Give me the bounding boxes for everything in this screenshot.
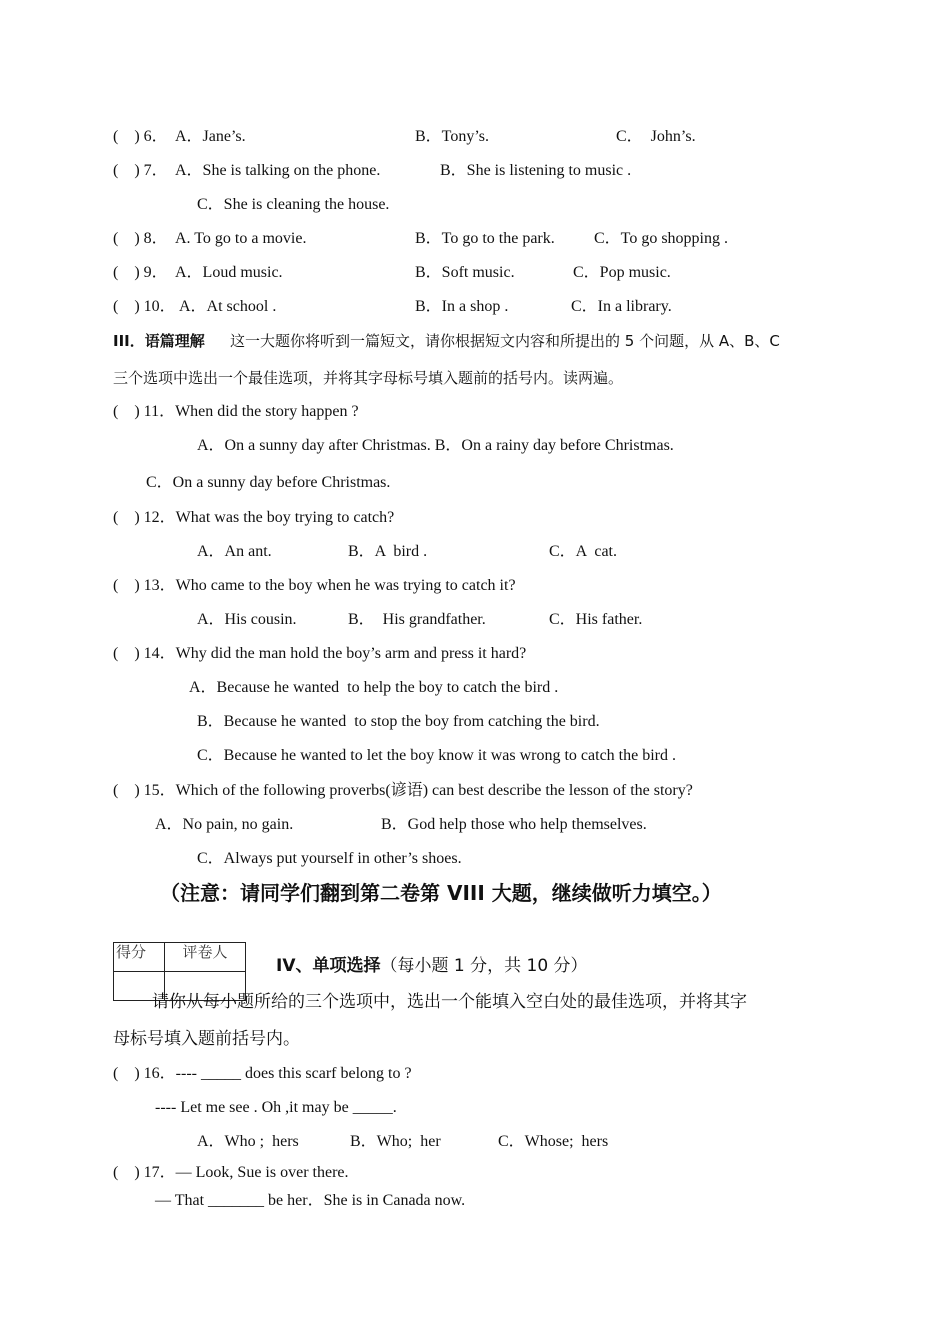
q12-option-a: A．An ant. bbox=[197, 543, 272, 560]
section3-title: III．语篇理解 bbox=[113, 332, 205, 350]
q9-option-b: B．Soft music. bbox=[415, 264, 515, 281]
section4-heading bbox=[276, 954, 588, 978]
q14-option-c: C．Because he wanted to let the boy know it was wrong to catch the bird . bbox=[197, 747, 676, 764]
listening-notice: （注意：请同学们翻到第二卷第 VIII 大题，继续做听力填空。） bbox=[160, 881, 722, 905]
section3-intro-line1: 这一大题你将听到一篇短文，请你根据短文内容和所提出的 5 个问题，从 A、B、C bbox=[230, 332, 780, 350]
score-label: 得分 bbox=[114, 943, 165, 972]
q7-option-b: B．She is listening to music . bbox=[440, 162, 632, 179]
q13-option-c: C．His father. bbox=[549, 611, 643, 628]
q15-option-a: A．No pain, no gain. bbox=[155, 816, 294, 833]
q14-stem: ( ) 14．Why did the man hold the boy’s arm and press it hard? bbox=[113, 645, 527, 662]
q8-option-a: A. To go to a movie. bbox=[175, 230, 307, 247]
q16-reply: ---- Let me see . Oh ,it may be _____. bbox=[155, 1099, 397, 1116]
q13-option-a: A．His cousin. bbox=[197, 611, 297, 628]
q10-option-a: A．At school . bbox=[179, 298, 277, 315]
q16-option-b: B．Who; her bbox=[350, 1133, 441, 1150]
q11-options-ab: A．On a sunny day after Christmas. B．On a rainy day before Christmas. bbox=[197, 437, 674, 454]
q15-option-b: B．God help those who help themselves. bbox=[381, 816, 647, 833]
section4-intro-line2: 母标号填入题前括号内。 bbox=[113, 1029, 300, 1049]
q6-option-c: C． John’s. bbox=[616, 128, 696, 145]
q7-prefix: ( ) 7． bbox=[113, 162, 168, 179]
q8-option-c: C．To go shopping . bbox=[594, 230, 729, 247]
q6-option-a: A．Jane’s. bbox=[175, 128, 246, 145]
q12-option-b: B．A bird . bbox=[348, 543, 428, 560]
q16-option-c: C．Whose; hers bbox=[498, 1133, 609, 1150]
q9-prefix: ( ) 9． bbox=[113, 264, 168, 281]
section4-title: IV、单项选择 bbox=[276, 956, 381, 976]
q15-stem: ( ) 15．Which of the following proverbs(谚语) can best describe the lesson of the story? bbox=[113, 782, 693, 799]
q8-prefix: ( ) 8． bbox=[113, 230, 168, 247]
q15-option-c: C．Always put yourself in other’s shoes. bbox=[197, 850, 462, 867]
q14-option-b: B．Because he wanted to stop the boy from catching the bird. bbox=[197, 713, 600, 730]
section4-points: （每小题 1 分，共 10 分） bbox=[380, 956, 588, 976]
q10-prefix: ( ) 10． bbox=[113, 298, 176, 315]
q13-stem: ( ) 13．Who came to the boy when he was trying to catch it? bbox=[113, 577, 516, 594]
q7-option-a: A．She is talking on the phone. bbox=[175, 162, 381, 179]
q9-option-a: A．Loud music. bbox=[175, 264, 283, 281]
q6-prefix: ( ) 6． bbox=[113, 128, 168, 145]
q7-option-c: C．She is cleaning the house. bbox=[197, 196, 390, 213]
q12-option-c: C．A cat. bbox=[549, 543, 617, 560]
q17-stem: ( ) 17．— Look, Sue is over there. bbox=[113, 1164, 349, 1181]
section4-intro-line1: 请你从每小题所给的三个选项中，选出一个能填入空白处的最佳选项，并将其字 bbox=[152, 992, 747, 1012]
q14-option-a: A．Because he wanted to help the boy to catch the bird . bbox=[189, 679, 559, 696]
q10-option-c: C．In a library. bbox=[571, 298, 672, 315]
q17-reply: — That _______ be her．She is in Canada now. bbox=[155, 1192, 466, 1209]
q8-option-b: B．To go to the park. bbox=[415, 230, 555, 247]
grader-label: 评卷人 bbox=[165, 943, 246, 972]
q10-option-b: B．In a shop . bbox=[415, 298, 509, 315]
q16-option-a: A．Who ; hers bbox=[197, 1133, 299, 1150]
q16-stem: ( ) 16．---- _____ does this scarf belong to ? bbox=[113, 1065, 412, 1082]
q6-option-b: B．Tony’s. bbox=[415, 128, 490, 145]
q11-stem: ( ) 11．When did the story happen ? bbox=[113, 403, 359, 420]
q13-option-b: B． His grandfather. bbox=[348, 611, 486, 628]
q11-option-c: C．On a sunny day before Christmas. bbox=[146, 474, 391, 491]
q12-stem: ( ) 12．What was the boy trying to catch? bbox=[113, 509, 395, 526]
section3-intro-line2: 三个选项中选出一个最佳选项，并将其字母标号填入题前的括号内。读两遍。 bbox=[113, 369, 624, 387]
q9-option-c: C．Pop music. bbox=[573, 264, 671, 281]
